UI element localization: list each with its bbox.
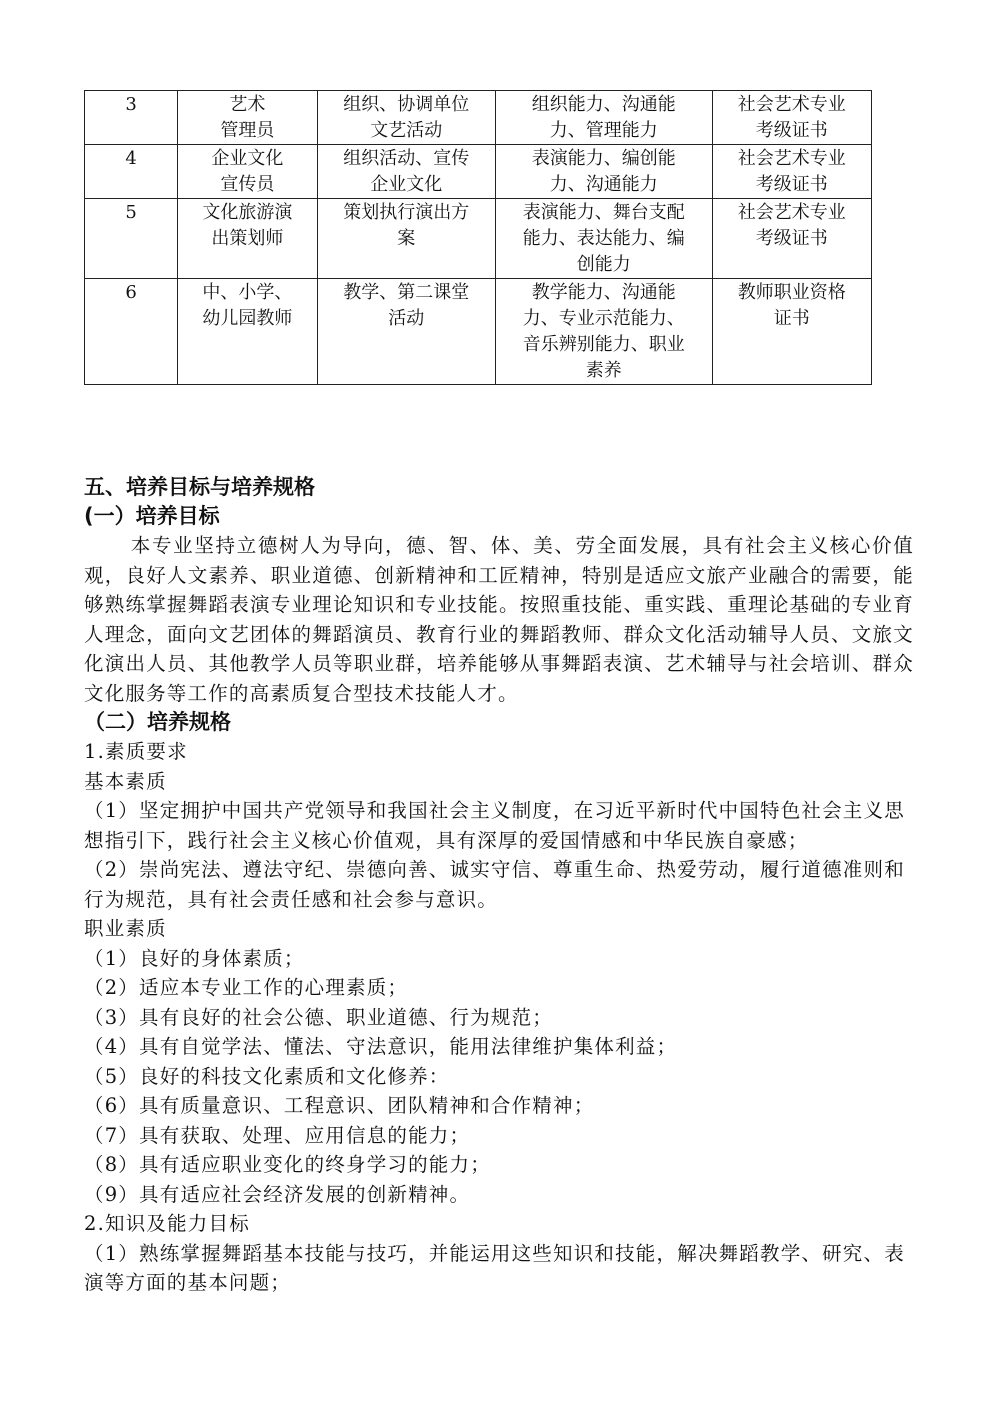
cell-line: 3 (125, 94, 137, 115)
knowledge-heading: 2.知识及能力目标 (84, 1212, 250, 1235)
section-title: 五、培养目标与培养规格 (84, 475, 315, 499)
cell-line: 社会艺术专业 (737, 148, 846, 169)
table-cell-task (317, 91, 495, 145)
table-cell-ability (496, 199, 713, 279)
cell-line: 教师职业资格 (737, 282, 846, 303)
list-item: （7）具有获取、处理、应用信息的能力； (84, 1123, 471, 1147)
spec-heading: （二）培养规格 (84, 710, 231, 734)
cell-line: 出策划师 (211, 228, 284, 249)
cell-line: 创能力 (576, 254, 631, 275)
table-cell-task (317, 279, 495, 385)
professional-quality-list (84, 944, 914, 1210)
cell-line: 社会艺术专业 (737, 94, 846, 115)
cell-line: 教学能力、沟通能 (531, 282, 676, 303)
cell-line: 企业文化 (211, 148, 284, 169)
list-item: （9）具有适应社会经济发展的创新精神。 (84, 1182, 471, 1206)
cell-line: 音乐辨别能力、职业 (522, 334, 685, 355)
table-cell-no (85, 91, 178, 145)
cell-line: 艺术 (229, 94, 266, 115)
goal-heading: (一）培养目标 (84, 504, 220, 528)
cell-line: 管理员 (220, 120, 275, 141)
list-item: （1）熟练掌握舞蹈基本技能与技巧，并能运用这些知识和技能，解决舞蹈教学、研究、表演等方面的基本问题； (84, 1241, 905, 1294)
table-cell-task (317, 145, 495, 199)
cell-line: 企业文化 (370, 174, 443, 195)
table-cell-ability (496, 145, 713, 199)
document-page (84, 90, 914, 1298)
cell-line: 文化旅游演 (202, 202, 293, 223)
list-item: （6）具有质量意识、工程意识、团队精神和合作精神； (84, 1094, 595, 1117)
cell-line: 案 (397, 228, 416, 249)
knowledge-list (84, 1239, 914, 1298)
table-cell-no (85, 145, 178, 199)
table-cell-post (178, 279, 317, 385)
table-row (85, 279, 872, 385)
table-row (85, 91, 872, 145)
cell-line: 力、沟通能力 (549, 174, 658, 195)
cell-line: 策划执行演出方 (343, 202, 470, 223)
table-cell-cert (712, 91, 871, 145)
cell-line: 6 (125, 282, 137, 303)
cell-line: 表演能力、舞台支配 (522, 202, 685, 223)
list-item: （8）具有适应职业变化的终身学习的能力； (84, 1153, 491, 1176)
table-cell-post (178, 91, 317, 145)
table-cell-no (85, 279, 178, 385)
cell-line: 能力、表达能力、编 (522, 228, 685, 249)
cell-line: 宣传员 (220, 174, 275, 195)
list-item: （2）崇尚宪法、遵法守纪、崇德向善、诚实守信、尊重生命、热爱劳动，履行道德准则和行为规范，具有社会责任感和社会参与意识。 (84, 858, 905, 911)
cell-line: 5 (125, 202, 137, 223)
cell-line: 4 (125, 148, 137, 169)
table-cell-no (85, 199, 178, 279)
list-item: （3）具有良好的社会公德、职业道德、行为规范； (84, 1005, 554, 1029)
cell-line: 活动 (388, 308, 425, 329)
quality-heading: 1.素质要求 (84, 740, 188, 763)
cell-line: 教学、第二课堂 (343, 282, 470, 303)
basic-quality-list (84, 796, 914, 914)
goal-paragraph: 本专业坚持立德树人为导向，德、智、体、美、劳全面发展，具有社会主义核心价值观，良好人文素养、职业道德、创新精神和工匠精神，特别是适应文旅产业融合的需要，能够熟练掌握舞蹈表演专业理论知识和专业技能。按照重技能、重实践、重理论基础的专业育人理念，面向文艺团体的舞蹈演员、教育行业的舞蹈教师、群众文化活动辅导人员、文旅文化演出人员、其他教学人员等职业群，培养能够从事舞蹈表演、艺术辅导与社会培训、群众文化服务等工作的高素质复合型技术技能人才。 (84, 534, 914, 705)
list-item: （4）具有自觉学法、懂法、守法意识，能用法律维护集体利益； (84, 1035, 678, 1058)
list-item: （2）适应本专业工作的心理素质； (84, 976, 409, 999)
table-cell-cert (712, 279, 871, 385)
list-item: （5）良好的科技文化素质和文化修养： (84, 1064, 450, 1088)
cell-line: 组织活动、宣传 (343, 148, 470, 169)
cell-line: 力、专业示范能力、 (522, 308, 685, 329)
cell-line: 中、小学、 (202, 282, 293, 303)
cell-line: 考级证书 (755, 228, 828, 249)
cell-line: 社会艺术专业 (737, 202, 846, 223)
cell-line: 文艺活动 (370, 120, 443, 141)
cell-line: 表演能力、编创能 (531, 148, 676, 169)
cell-line: 组织、协调单位 (343, 94, 470, 115)
table-row (85, 145, 872, 199)
table-cell-post (178, 145, 317, 199)
cell-line: 考级证书 (755, 174, 828, 195)
cell-line: 组织能力、沟通能 (531, 94, 676, 115)
table-cell-ability (496, 279, 713, 385)
cell-line: 考级证书 (755, 120, 828, 141)
table-cell-post (178, 199, 317, 279)
cell-line: 幼儿园教师 (202, 308, 293, 329)
table-cell-task (317, 199, 495, 279)
professional-quality-heading: 职业素质 (84, 917, 167, 940)
table-cell-cert (712, 199, 871, 279)
list-item: （1）良好的身体素质； (84, 946, 305, 970)
career-table (84, 90, 872, 385)
table-cell-cert (712, 145, 871, 199)
section-training-goals (84, 473, 914, 1298)
table-row (85, 199, 872, 279)
table-cell-ability (496, 91, 713, 145)
basic-quality-heading: 基本素质 (84, 769, 167, 793)
cell-line: 力、管理能力 (549, 120, 658, 141)
list-item: （1）坚定拥护中国共产党领导和我国社会主义制度，在习近平新时代中国特色社会主义思想指引下，践行社会主义核心价值观，具有深厚的爱国情感和中华民族自豪感； (84, 799, 905, 852)
cell-line: 证书 (773, 308, 810, 329)
cell-line: 素养 (585, 360, 622, 381)
